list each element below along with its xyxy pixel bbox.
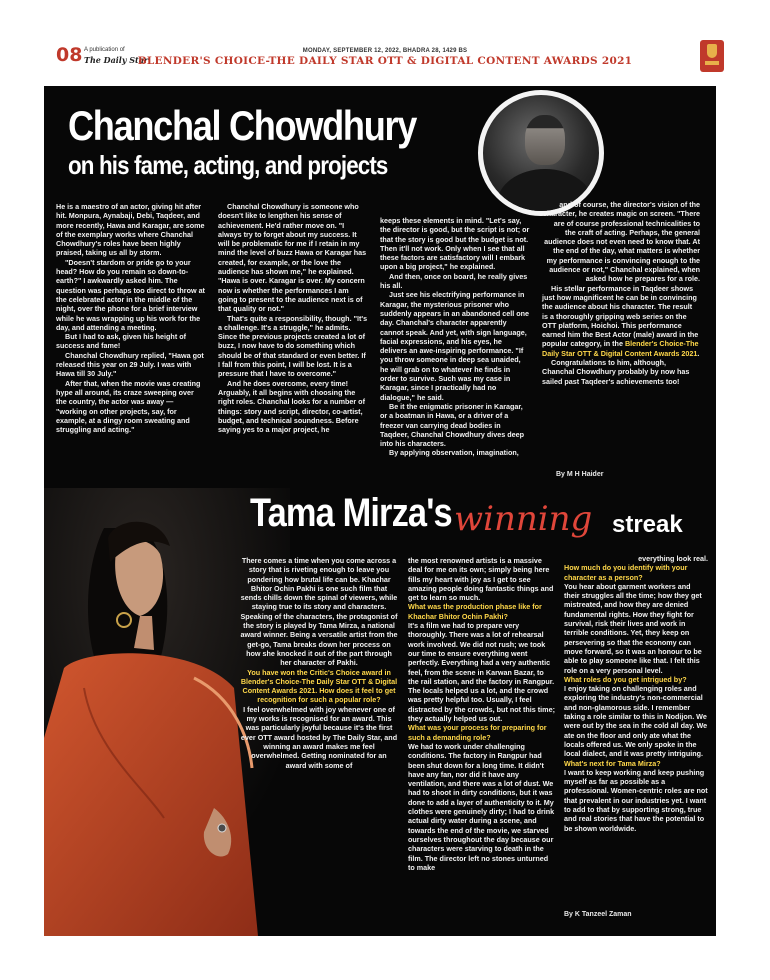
publication-label: A publication of [84,47,125,53]
question: What's next for Tama Mirza? [564,758,661,768]
story2-headline: Tama Mirza's [250,491,452,535]
dateline: MONDAY, SEPTEMBER 12, 2022, BHADRA 28, 1429 BS [302,48,468,54]
story1-column-1 [56,202,206,434]
story2-byline: By K Tanzeel Zaman [564,911,632,918]
question: What was the production phase like for Khachar Bhitor Ochin Pakhi? [408,602,542,621]
section-banner: BLENDER'S CHOICE-THE DAILY STAR OTT & DIGITAL CONTENT AWARDS 2021 [137,55,633,67]
story1-byline: By M H Haider [556,471,604,478]
story1-column-2 [218,202,368,434]
story1-subhead: on his fame, acting, and projects [68,150,388,180]
paragraph: everything look real. [638,554,708,563]
paragraph: Speaking of the characters, the protagonist of the story is played by Tama Mirza, a national award winner. Being a versatile artist from the get-go, Tama breaks down her process on how she knocked it out of the part through her character of Pakhi. [240,611,398,668]
paragraph: I enjoy taking on challenging roles and exploring the industry's non-commercial and non-glamorous side. I remember taking a role similar to this in Nodijon. We were out by the sea in the cold all day. We ate on the floor and only ate what the locals offered us. We only spoke in the local dialect, and it was pretty intriguing. [564,684,708,759]
award-bottle-icon [700,40,724,72]
paragraph: That's quite a responsibility, though. "It's a challenge. It's a struggle," he admits. Since the previous projects created a lot of buzz, I now have to do something which should be of that standard or even better. If I fall from this point, I will be lost. It is a pressure that I have to overcome." [218,313,368,379]
question: You have won the Critic's Choice award in Blender's Choice-The Daily Star OTT & Digital Content Awards 2021. How does it feel to get recognition for such a popular role? [240,667,398,705]
paragraph: Just see his electrifying performance in Karagar, the mysterious prisoner who suddenly appears in an abandoned cell one day. Chanchal's character apparently cannot speak. And yet, with sign language, facial expressions, and his eyes, he delivers an awe-inspiring performance. "If you throw someone in deep sea unaided, he will grab on to whatever he finds in order to survive. Such was my case in Karagar, since I practically had no dialogue," he said. [380,290,529,402]
paragraph: I want to keep working and keep pushing myself as far as possible as a professional. Women-centric roles are not that prevalent in our industries yet. I want to add to that by supporting strong, true and real stories that have the potential to be shown worldwide. [564,767,708,833]
paragraph: It's a film we had to prepare very thoroughly. There was a lot of rehearsal work involved. We did not rush; we took our time to ensure everything went perfectly. Everything had a very authentic feel, from the scene in Karwan Bazar, to the rail station, and the factory in Rangpur. The locals helped us a lot, and the crowd was pretty helpful too. Usually, I feel distracted by the crowds, but not this time; they actually helped us out. [408,621,555,724]
paragraph: There comes a time when you come across a story that is riveting enough to leave you pondering how brutal life can be. Khachar Bhitor Ochin Pakhi is one such film that sends chills down the spinal of viewers, while staying true to its story and characters. [240,556,398,612]
paragraph: After that, when the movie was creating hype all around, its craze sweeping over the country, the actor was away — "working on other projects, say, for example, at a dingy room sweating and struggling and acting." [56,378,201,435]
paragraph: We had to work under challenging conditions. The factory in Rangpur had been shut down for a long time. It didn't have any fan, nor did it have any ventilation, and there was a lot of dust. We had to shoot in dirty conditions, but it was done to add a layer of authenticity to it. My clothes were genuinely dirty; I had to drink actual dirty water during a scene, and towards the end of the movie, we starved ourselves throughout the day because our characters were starving to death in the film. The director left no stones unturned to make [408,741,555,872]
paragraph: I feel overwhelmed with joy whenever one of my works is recognised for an award. This was particularly joyful because it's the first ever OTT award hosted by The Daily Star, and winning an award makes me feel overwhelmed. Getting nominated for an award with some of [240,704,398,770]
story1-column-4 [542,200,700,386]
paragraph: and of course, the director's vision of the character, he creates magic on screen. "There are of course professional technicalities to the craft of acting. Perhaps, the general audience does not even need to know that. At the end of the day, what matters is whether my performance is convincing enough to the audience or not," Chanchal explained, when asked how he prepares for a role. [542,200,700,284]
paragraph: But I had to ask, given his height of success and fame! [56,332,186,351]
paragraph: "Doesn't stardom or pride go to your head? How do you remain so down-to-earth?" I awkwardly asked him. The question was perhaps too direct to throw at the celebrated actor in the middle of the night, over the phone for a brief interview while he was wrapping up his work for the day, and attending a meeting. [56,257,205,332]
paragraph: His stellar performance in Taqdeer shows just how magnificent he can be in convincing the audience about his character. The result is a thoroughly gripping web series on the OTT platform, Hoichoi. This performance earned him the Best Actor (male) award in the popular category, in the Blender's Choice-The Daily Star OTT & Digital Content Awards 2021. [542,283,700,358]
story2-headline-script: winning [454,499,593,539]
question: What was your process for preparing for such a demanding role? [408,723,547,742]
story2-headline-end: streak [612,511,683,538]
story1-column-3 [380,216,530,458]
paragraph: Chanchal Chowdhury replied, "Hawa got released this year on 29 July. I was with Hawa till 30 July." [56,350,204,379]
paragraph: Chanchal Chowdhury is someone who doesn't like to lengthen his sense of achievement. He'd rather move on. "I always try to forget about my success. It will be problematic for me if I retain in my mind the level of buzz Hawa or Karagar has created, for example, or the love the audience has shown me," he explained. "Hawa is over. Karagar is over. My concern now is whether the performances I am going to present to the audience next is of that quality or not." [218,202,367,314]
story2-column-3 [564,554,708,833]
story1-headline: Chanchal Chowdhury [68,102,417,149]
story2-column-1 [240,556,398,770]
paragraph: Be it the enigmatic prisoner in Karagar, or a boatman in Hawa, or a driver of a freezer van carrying dead bodies in Taqdeer, Chanchal Chowdhury dives deep into his characters. [380,401,525,449]
paragraph: Congratulations to him, although, Chanchal Chowdhury probably by now has sailed past Taqdeer's achievements too! [542,358,690,386]
question: How much do you identify with your character as a person? [564,563,688,582]
article-panel [44,86,716,936]
paragraph: keeps these elements in mind. "Let's say, the director is good, but the script is not; or that the story is good but the budget is not. Then it'll not work. Only when I see that all these factors are satisfactory will I embark upon a big project," he explained. [380,216,530,272]
paragraph: the most renowned artists is a massive deal for me on its own; simply being here fills my heart with joy as I get to see amazing people doing fantastic things and get to learn so much. [408,556,554,603]
paragraph: You hear about garment workers and their struggles all the time; how they get mistreated, and how they are denied fundamental rights. How they fight for survival, risk their lives and work in terrible conditions. Yet, they keep on persevering so that the economy can move forward, so it was an honour to be able to play someone like that. I felt this role on a very personal level. [564,581,702,675]
question: What roles do you get intrigued by? [564,674,687,684]
paragraph: And he does overcome, every time! Arguably, it all begins with choosing the right roles. Chanchal looks for a number of things: story and script, director, co-artist, budget, and technical soundness. Before saying yes to a major project, he [218,378,365,435]
story2-column-2 [408,556,556,872]
award-name-highlight: Blender's Choice-The Daily Star OTT & Digital Content Awards 2021 [542,339,699,358]
portrait-photo [478,90,604,216]
page-header [0,0,770,78]
paragraph: By applying observation, imagination, [389,448,519,458]
page-number: 08 [56,44,83,66]
portrait-face [525,115,565,165]
masthead-logo: The Daily Star [84,55,149,65]
paragraph: And then, once on board, he really gives his all. [380,271,528,291]
paragraph: He is a maestro of an actor, giving hit after hit. Monpura, Aynabaji, Debi, Taqdeer, and more recently, Hawa and Karagar, are some of the exemplary works where Chanchal Chowdhury's roles have been highly praised, taking us all by storm. [56,202,205,258]
